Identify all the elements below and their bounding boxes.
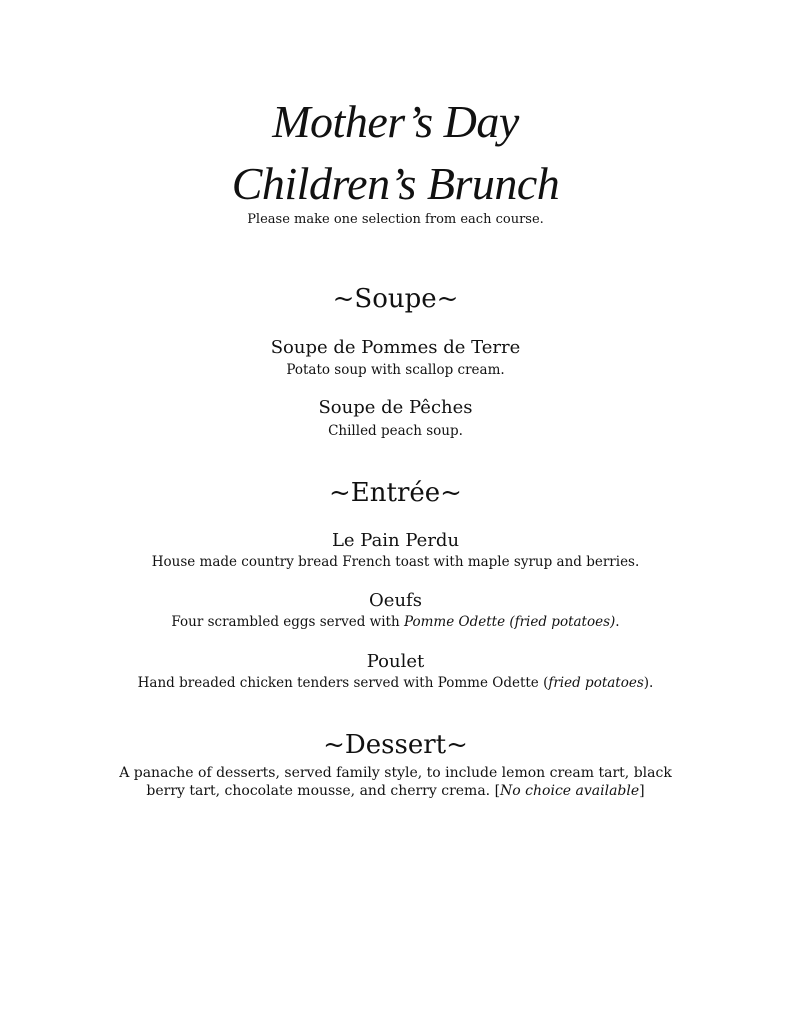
- dessert-description-text: berry tart, chocolate mousse, and cherry crema. [: [146, 783, 501, 799]
- dish-description: Potato soup with scallop cream.: [286, 362, 505, 378]
- dish-description-end: .: [615, 614, 620, 630]
- dish-description-end: ).: [643, 675, 654, 691]
- dish-description: Chilled peach soup.: [328, 423, 463, 439]
- dessert-description-italic: No choice available: [500, 783, 640, 799]
- dish-name: Le Pain Perdu: [331, 530, 460, 551]
- selection-instruction: Please make one selection from each course.: [247, 212, 544, 227]
- dessert-description-end: ]: [639, 783, 645, 799]
- dish-description: [0, 613, 791, 631]
- course-heading-soupe: ~Soupe~: [332, 284, 459, 314]
- course-heading-entree: ~Entrée~: [329, 478, 462, 508]
- dish-name: Soupe de Pommes de Terre: [270, 337, 521, 358]
- dessert-description-line-1: A panache of desserts, served family style, to include lemon cream tart, black: [119, 765, 672, 781]
- dish-description-text: Four scrambled eggs served with: [171, 614, 404, 630]
- dessert-description: [0, 764, 791, 800]
- dish-name: Soupe de Pêches: [318, 397, 473, 418]
- dish-name: Poulet: [366, 651, 425, 672]
- dish-description-italic: Pomme Odette (fried potatoes): [403, 614, 616, 630]
- dish-description-text: Hand breaded chicken tenders served with Pomme Odette (: [137, 675, 549, 691]
- course-heading-dessert: ~Dessert~: [323, 730, 468, 760]
- dish-description-italic: fried potatoes: [548, 675, 644, 691]
- dish-description: [0, 674, 791, 692]
- dessert-description-line-2: [0, 782, 791, 800]
- dish-description: House made country bread French toast with maple syrup and berries.: [151, 554, 640, 570]
- menu-title-line-1: Mother’s Day: [272, 96, 519, 147]
- dish-name: Oeufs: [369, 590, 422, 611]
- menu-title-line-2: Children’s Brunch: [231, 158, 560, 209]
